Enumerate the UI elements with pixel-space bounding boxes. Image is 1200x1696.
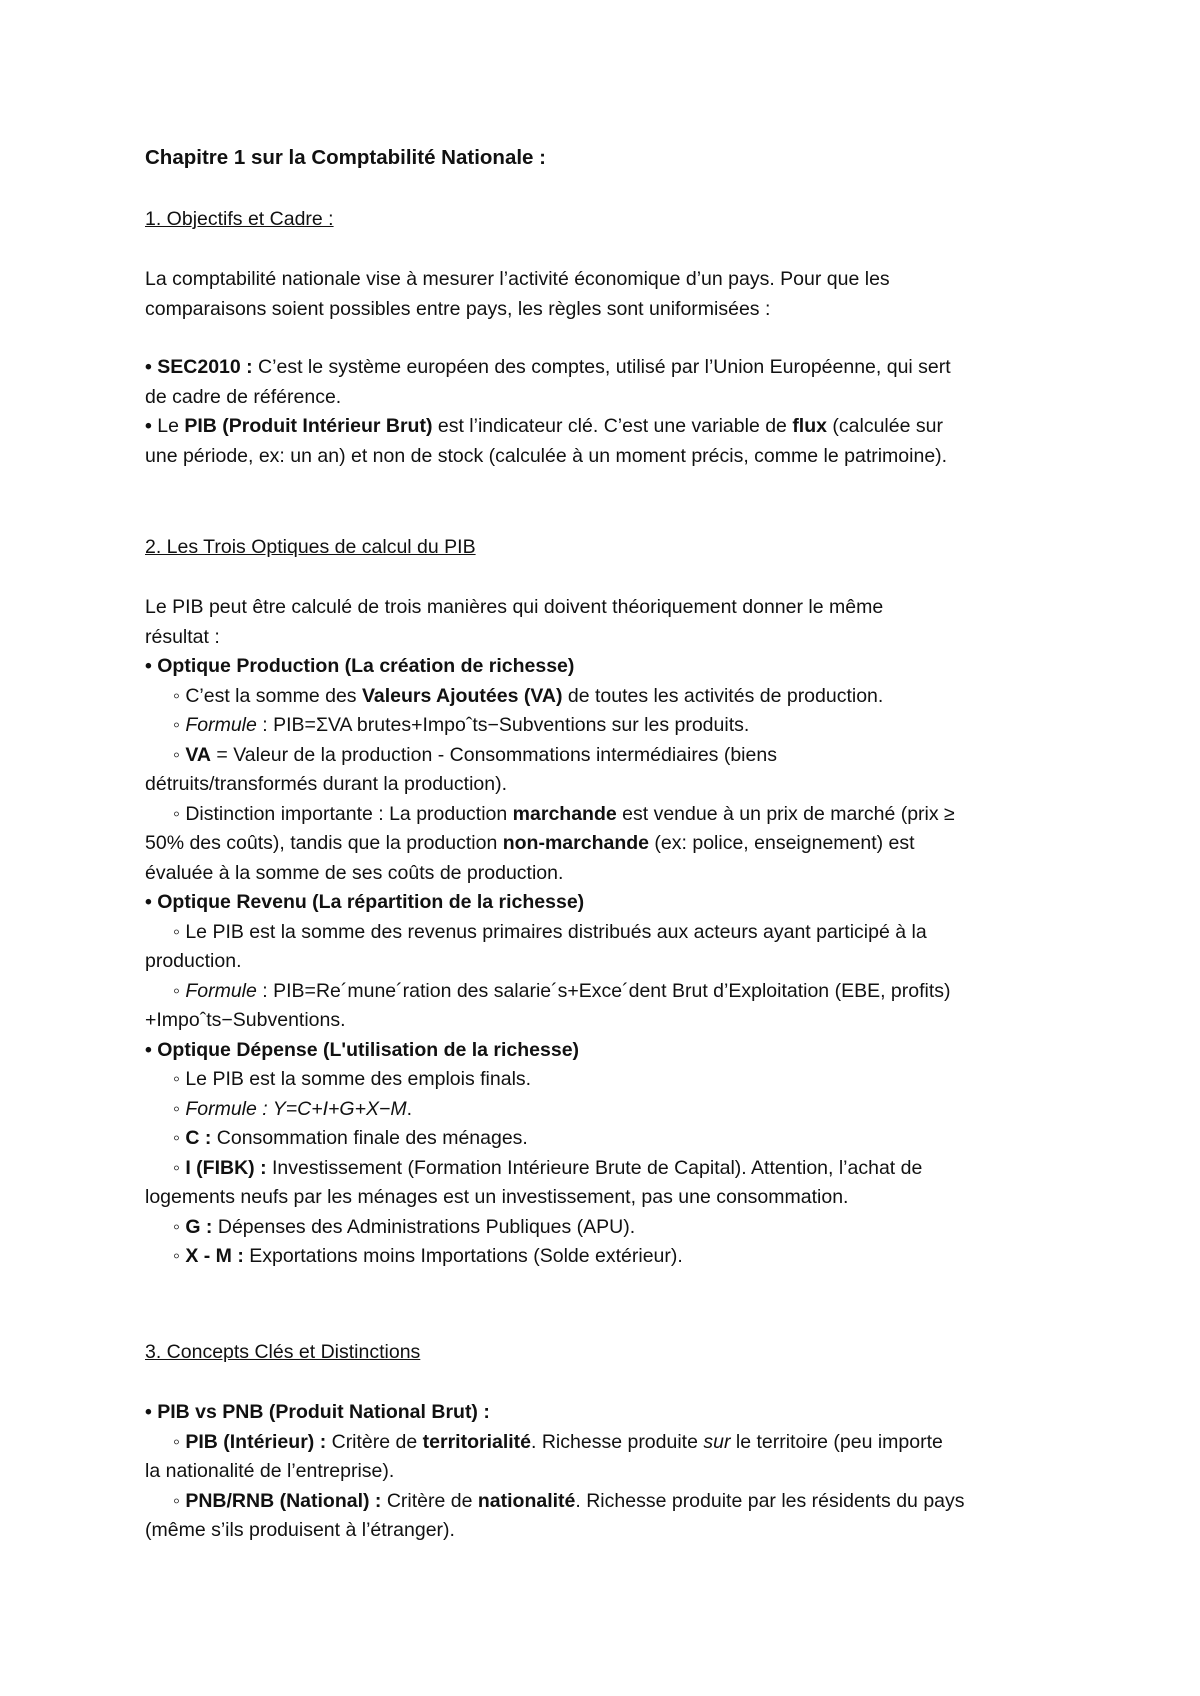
pib-bullet: • Le PIB (Produit Intérieur Brut) est l’indicateur clé. C’est une variable de flux (calculée sur [145,415,943,437]
section-1-bullets [145,353,1075,471]
optique-revenu-heading: • Optique Revenu (La répartition de la richesse) [145,891,585,913]
revenu-continued: +Impoˆts−Subventions. [145,1009,346,1031]
depense-continued: logements neufs par les ménages est un investissement, pas une consommation. [145,1186,849,1208]
depense-item: ◦ G : Dépenses des Administrations Publiques (APU). [173,1215,636,1238]
section-2-body [145,593,1075,1272]
optique-depense-heading: • Optique Dépense (L'utilisation de la richesse) [145,1038,580,1061]
section-3-heading: 3. Concepts Clés et Distinctions [145,1341,421,1363]
production-continued: 50% des coûts), tandis que la production non-marchande (ex: police, enseignement) est [145,832,915,854]
section-2-intro-line: résultat : [145,625,220,648]
section-1-heading: 1. Objectifs et Cadre : [145,208,334,230]
section-1-intro [145,265,1075,324]
pnb-national-item: ◦ PNB/RNB (National) : Critère de nationalité. Richesse produite par les résidents du pays [173,1489,965,1512]
intro-line: comparaisons soient possibles entre pays, les règles sont uniformisées : [145,297,771,320]
document-title: Chapitre 1 sur la Comptabilité Nationale : [145,146,546,169]
production-continued: évaluée à la somme de ses coûts de production. [145,861,564,884]
section-3-body [145,1398,1075,1546]
production-item: ◦ Distinction importante : La production marchande est vendue à un prix de marché (prix ≥ [173,802,955,825]
revenu-formula: ◦ Formule : PIB=Re´mune´ration des salarie´s+Exce´dent Brut d’Exploitation (EBE, profits) [173,979,951,1002]
production-item: ◦ C’est la somme des Valeurs Ajoutées (VA) de toutes les activités de production. [173,684,884,707]
depense-item: ◦ C : Consommation finale des ménages. [173,1127,528,1149]
pib-interieur-continued: la nationalité de l’entreprise). [145,1460,395,1482]
optique-production-heading: • Optique Production (La création de richesse) [145,655,575,677]
flux-term: flux [792,415,827,437]
section-2-heading: 2. Les Trois Optiques de calcul du PIB [145,536,476,558]
depense-item: ◦ Le PIB est la somme des emplois finals. [173,1068,532,1090]
intro-line: La comptabilité nationale vise à mesurer l’activité économique d’un pays. Pour que les [145,268,890,290]
revenu-continued: production. [145,950,242,972]
production-formula: ◦ Formule : PIB=ΣVA brutes+Impoˆts−Subventions sur les produits. [173,714,750,736]
pib-vs-pnb-heading: • PIB vs PNB (Produit National Brut) : [145,1401,490,1423]
depense-formula: ◦ Formule : Y=C+I+G+X−M. [173,1097,413,1120]
revenu-item: ◦ Le PIB est la somme des revenus primaires distribués aux acteurs ayant participé à la [173,920,927,943]
section-2-intro-line: Le PIB peut être calculé de trois manières qui doivent théoriquement donner le même [145,596,884,618]
pnb-national-continued: (même s’ils produisent à l’étranger). [145,1519,455,1541]
production-item: ◦ VA = Valeur de la production - Consommations intermédiaires (biens [173,743,777,766]
pib-interieur-item: ◦ PIB (Intérieur) : Critère de territorialité. Richesse produite sur le territoire (peu importe [173,1430,943,1453]
pib-continued: une période, ex: un an) et non de stock (calculée à un moment précis, comme le patrimoine). [145,444,948,467]
sec2010-bullet: • SEC2010 : C’est le système européen des comptes, utilisé par l’Union Européenne, qui sert [145,356,951,378]
pib-term: PIB (Produit Intérieur Brut) [184,415,433,437]
production-continued: détruits/transformés durant la production). [145,773,508,795]
sec2010-term: SEC2010 : [157,356,253,378]
depense-item: ◦ X - M : Exportations moins Importations (Solde extérieur). [173,1245,683,1267]
sec2010-continued: de cadre de référence. [145,385,342,408]
depense-item: ◦ I (FIBK) : Investissement (Formation Intérieure Brute de Capital). Attention, l’achat de [173,1156,923,1179]
